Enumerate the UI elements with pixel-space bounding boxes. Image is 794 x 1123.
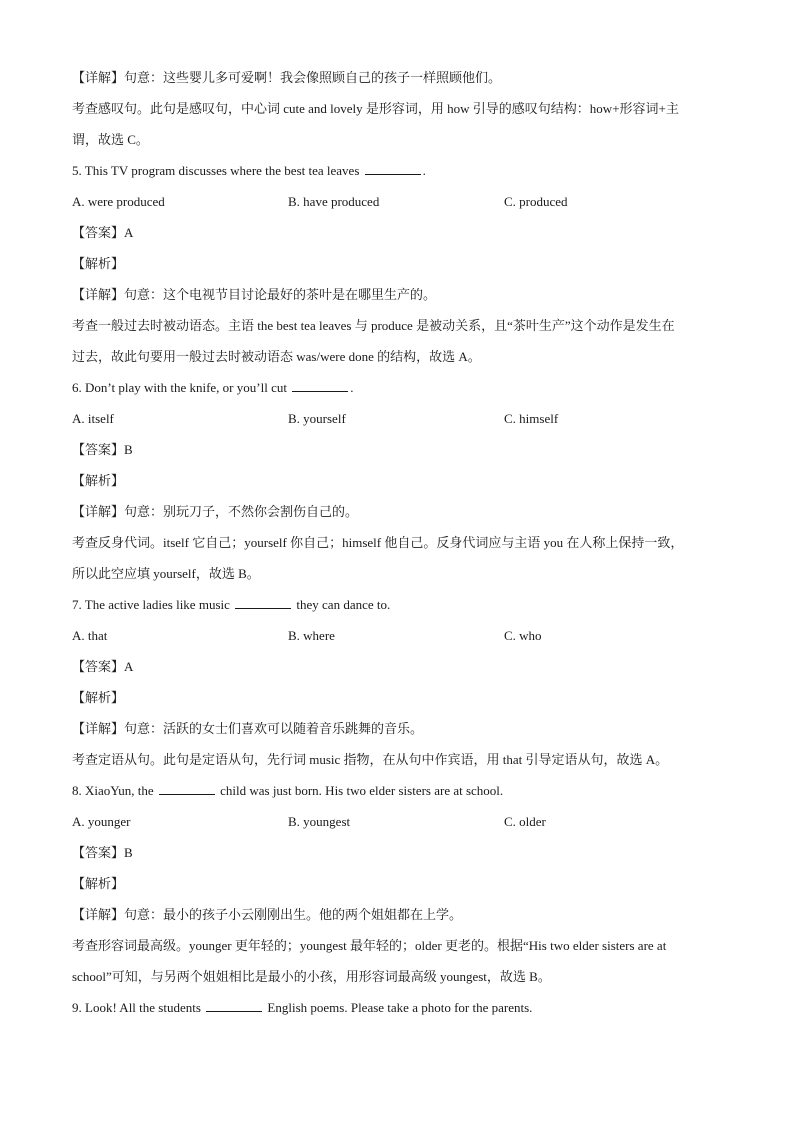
question-5-stem-after: .: [422, 163, 426, 178]
question-9-stem: [72, 992, 724, 1023]
question-7-stem: [72, 589, 724, 620]
question-8-analysis-line-2: school”可知，与另两个姐姐相比是最小的小孩，用形容词最高级 youngest，故选 B。: [72, 969, 551, 984]
question-7-answer: 【答案】A: [72, 659, 134, 674]
option-c: C. himself: [504, 411, 559, 426]
question-6-stem-after: .: [350, 380, 354, 395]
question-7-jiexi-label: 【解析】: [72, 690, 125, 705]
q4-detail: 【详解】句意：这些婴儿多可爱啊！我会像照顾自己的孩子一样照顾他们。: [72, 70, 502, 85]
question-7-stem-after: they can dance to.: [296, 597, 391, 612]
question-6-analysis-line-1: 考查反身代词。itself 它自己；yourself 你自己；himself 他自己。反身代词应与主语 you 在人称上保持一致，: [72, 535, 684, 550]
question-6-stem-before: 6. Don’t play with the knife, or you’ll cut: [72, 380, 287, 395]
question-8-options: [72, 806, 724, 837]
option-b: B. where: [288, 628, 335, 643]
question-7-analysis-line-1: 考查定语从句。此句是定语从句，先行词 music 指物，在从句中作宾语，用 that 引导定语从句，故选 A。: [72, 752, 669, 767]
document-page: [72, 62, 724, 1023]
question-5-analysis-line-1: 考查一般过去时被动语态。主语 the best tea leaves 与 produce 是被动关系，且“茶叶生产”这个动作是发生在: [72, 318, 675, 333]
q4-analysis-line-1: 考查感叹句。此句是感叹句，中心词 cute and lovely 是形容词，用 how 引导的感叹句结构：how+形容词+主: [72, 101, 679, 116]
option-b: B. youngest: [288, 814, 351, 829]
question-8-stem-after: child was just born. His two elder sisters are at school.: [220, 783, 504, 798]
question-5-analysis-line-2: 过去，故此句要用一般过去时被动语态 was/were done 的结构，故选 A。: [72, 349, 481, 364]
question-8-jiexi-label: 【解析】: [72, 876, 125, 891]
question-5-stem-before: 5. This TV program discusses where the best tea leaves: [72, 163, 360, 178]
answer-blank: [292, 380, 348, 392]
option-a: A. itself: [72, 411, 114, 426]
question-6-detail: 【详解】句意：别玩刀子，不然你会割伤自己的。: [72, 504, 359, 519]
question-6-answer: 【答案】B: [72, 442, 133, 457]
question-9-stem-after: English poems. Please take a photo for the parents.: [267, 1000, 533, 1015]
option-a: A. that: [72, 628, 108, 643]
option-a: A. younger: [72, 814, 131, 829]
option-b: B. have produced: [288, 194, 380, 209]
option-b: B. yourself: [288, 411, 346, 426]
question-7-options: [72, 620, 724, 651]
question-6-options: [72, 403, 724, 434]
question-5-stem: [72, 155, 724, 186]
question-7-detail: 【详解】句意：活跃的女士们喜欢可以随着音乐跳舞的音乐。: [72, 721, 424, 736]
question-5-detail: 【详解】句意：这个电视节目讨论最好的茶叶是在哪里生产的。: [72, 287, 437, 302]
question-9-stem-before: 9. Look! All the students: [72, 1000, 201, 1015]
question-8-analysis-line-1: 考查形容词最高级。younger 更年轻的；youngest 最年轻的；older 更老的。根据“His two elder sisters are at: [72, 938, 667, 953]
answer-blank: [365, 163, 421, 175]
question-8-answer: 【答案】B: [72, 845, 133, 860]
answer-blank: [235, 597, 291, 609]
question-5-answer: 【答案】A: [72, 225, 134, 240]
question-7-stem-before: 7. The active ladies like music: [72, 597, 230, 612]
option-c: C. produced: [504, 194, 568, 209]
option-a: A. were produced: [72, 194, 165, 209]
question-5-options: [72, 186, 724, 217]
answer-blank: [206, 1000, 262, 1012]
question-8-stem-before: 8. XiaoYun, the: [72, 783, 154, 798]
answer-blank: [159, 783, 215, 795]
question-6-stem: [72, 372, 724, 403]
question-6-jiexi-label: 【解析】: [72, 473, 125, 488]
question-5-jiexi-label: 【解析】: [72, 256, 125, 271]
question-6-analysis-line-2: 所以此空应填 yourself，故选 B。: [72, 566, 260, 581]
option-c: C. older: [504, 814, 546, 829]
question-8-detail: 【详解】句意：最小的孩子小云刚刚出生。他的两个姐姐都在上学。: [72, 907, 463, 922]
option-c: C. who: [504, 628, 542, 643]
question-8-stem: [72, 775, 724, 806]
q4-analysis-line-2: 谓，故选 C。: [72, 132, 149, 147]
